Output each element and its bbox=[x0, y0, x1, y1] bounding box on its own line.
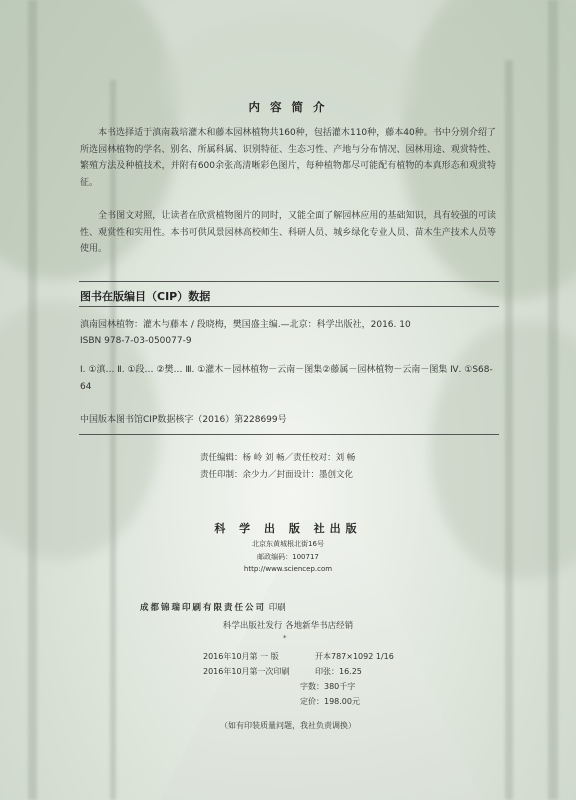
intro-title: 内 容 简 介 bbox=[248, 100, 328, 114]
cip-line-number: 中国版本图书馆CIP数据核字（2016）第228699号 bbox=[80, 415, 287, 425]
cip-line-subjects: Ⅰ. ①滇… Ⅱ. ①段… ②樊… Ⅲ. ①灌木－园林植物－云南－图集②藤属－园林植物－云南－图集 Ⅳ. ①S68-64 bbox=[80, 365, 493, 392]
divider-cip bbox=[79, 306, 499, 307]
cip-heading: 图书在版编目（CIP）数据 bbox=[80, 290, 211, 303]
intro-paragraph-1: 本书选择适于滇南栽培灌木和藤本园林植物共160种，包括灌木110种，藤本40种。书中分别介绍了所选园林植物的学名、别名、所属科属、识别特征、生态习性、产地与分布情况、园林用途、观赏特性、繁殖方法及种植技术，并附有600余张高清晰彩色图片，每种植物都尽可能配有植物的本真形态和观赏特征。 bbox=[80, 128, 496, 188]
price-info: 定价：198.00元 bbox=[300, 697, 360, 706]
printer-suffix: 印刷 bbox=[268, 603, 286, 613]
credit-printing-design: 责任印制：余少力／封面设计：墨创文化 bbox=[200, 470, 354, 480]
divider-top bbox=[79, 281, 499, 282]
distribution-line: 科学出版社发行 各地新华书店经销 bbox=[222, 621, 354, 631]
intro-paragraph-2: 全书图文对照，让读者在欣赏植物图片的同时，又能全面了解园林应用的基础知识，具有较强的可读性、观赏性和实用性。本书可供风景园林高校师生、科研人员、城乡绿化专业人员、苗木生产技术人员等使用。 bbox=[80, 211, 496, 254]
publisher-postcode: 邮政编码：100717 bbox=[257, 553, 319, 561]
credit-editors: 责任编辑：杨 岭 刘 畅／责任校对：刘 畅 bbox=[200, 453, 356, 463]
cip-line-isbn: ISBN 978-7-03-050077-9 bbox=[80, 336, 192, 346]
format-info: 开本787×1092 1/16 bbox=[315, 652, 394, 661]
printer-name: 成都锦瑞印刷有限责任公司 bbox=[140, 603, 267, 613]
publisher-url: http://www.sciencep.com bbox=[243, 565, 333, 573]
separator-star: * bbox=[283, 634, 287, 642]
edition-info: 2016年10月第 一 版 bbox=[203, 652, 279, 661]
words-info: 字数：380千字 bbox=[300, 682, 356, 691]
divider-bottom bbox=[79, 434, 499, 435]
publisher-address: 北京东黄城根北街16号 bbox=[252, 540, 324, 548]
sheets-info: 印张：16.25 bbox=[315, 667, 362, 676]
printer-line bbox=[140, 601, 286, 613]
quality-note: （如有印装质量问题，我社负责调换） bbox=[220, 721, 356, 730]
printing-info: 2016年10月第一次印刷 bbox=[203, 667, 290, 676]
publisher-name: 科 学 出 版 社出版 bbox=[214, 522, 362, 535]
cip-line-title: 滇南园林植物：灌木与藤本 / 段晓梅，樊国盛主编.—北京：科学出版社，2016. 10 bbox=[80, 320, 411, 330]
